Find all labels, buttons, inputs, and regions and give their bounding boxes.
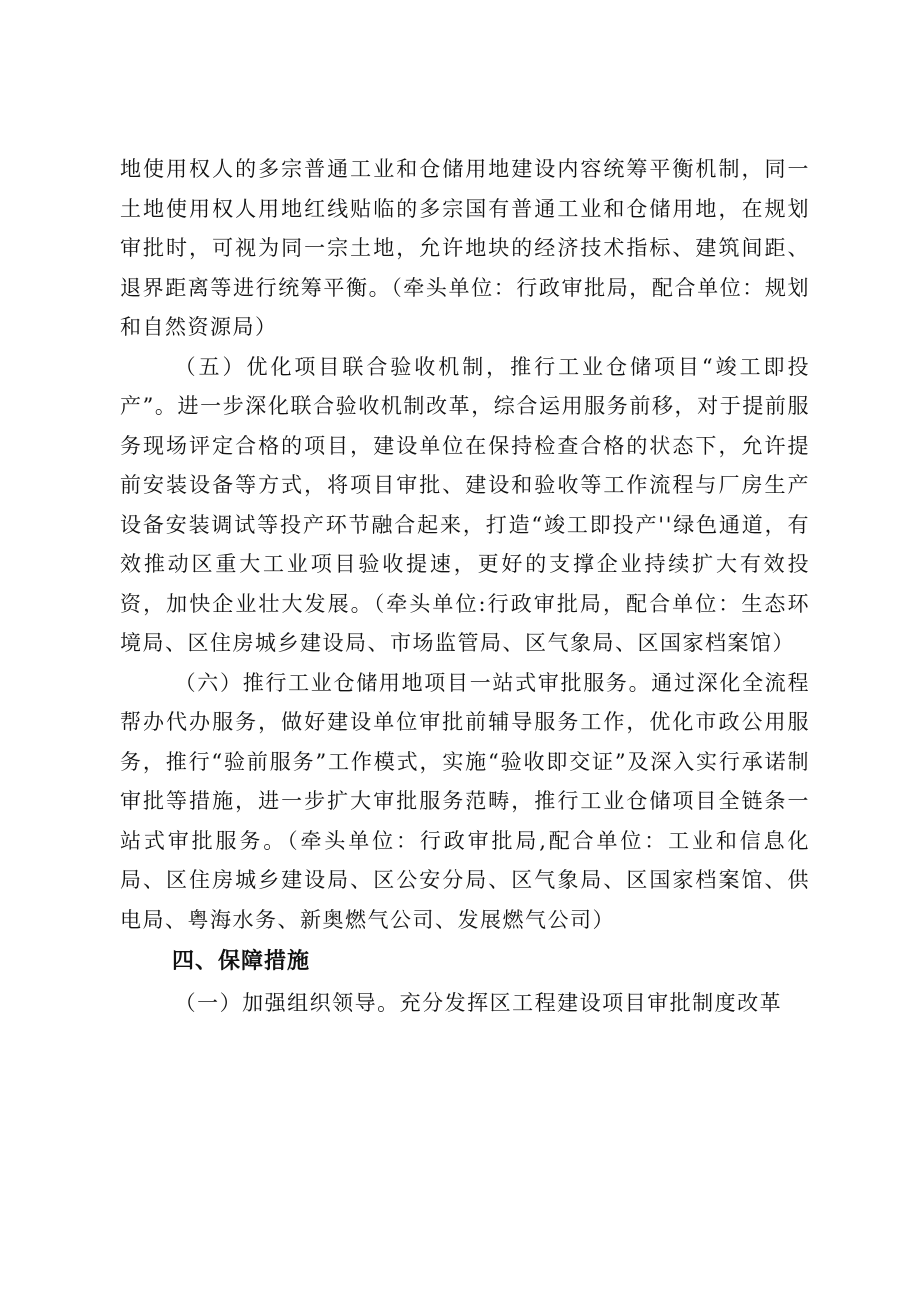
paragraph-item-5: （五）优化项目联合验收机制，推行工业仓储项目“竣工即投产”。进一步深化联合验收机制改革，综合运用服务前移，对于提前服务现场评定合格的项目，建设单位在保持检查合格的状态下，允许提前安装设备等方式，将项目审批、建设和验收等工作流程与厂房生产设备安装调试等投产环节融合起来，打造“竣工即投产''绿色通道，有效推动区重大工业项目验收提速，更好的支撑企业持续扩大有效投资，加快企业壮大发展。（牵头单位:行政审批局，配合单位：生态环境局、区住房城乡建设局、市场监管局、区气象局、区国家档案馆） bbox=[120, 354, 810, 655]
paragraph-item-6: （六）推行工业仓储用地项目一站式审批服务。通过深化全流程帮办代办服务，做好建设单位审批前辅导服务工作，优化市政公用服务，推行“验前服务”工作模式，实施“验收即交证”及深入实行承诺制审批等措施，进一步扩大审批服务范畴，推行工业仓储项目全链条一站式审批服务。（牵头单位：行政审批局,配合单位：工业和信息化局、区住房城乡建设局、区公安分局、区气象局、区国家档案馆、供电局、粤海水务、新奥燃气公司、发展燃气公司） bbox=[120, 670, 810, 932]
paragraph-item-1: （一）加强组织领导。充分发挥区工程建设项目审批制度改革 bbox=[174, 991, 783, 1015]
section-heading: 四、保障措施 bbox=[172, 949, 311, 974]
document-body bbox=[120, 150, 810, 1024]
paragraph-continuation: 地使用权人的多宗普通工业和仓储用地建设内容统筹平衡机制，同一土地使用权人用地红线贴临的多宗国有普通工业和仓储用地，在规划审批时，可视为同一宗土地，允许地块的经济技术指标、建筑间距、退界距离等进行统筹平衡。（牵头单位：行政审批局，配合单位：规划和自然资源局） bbox=[120, 157, 810, 339]
